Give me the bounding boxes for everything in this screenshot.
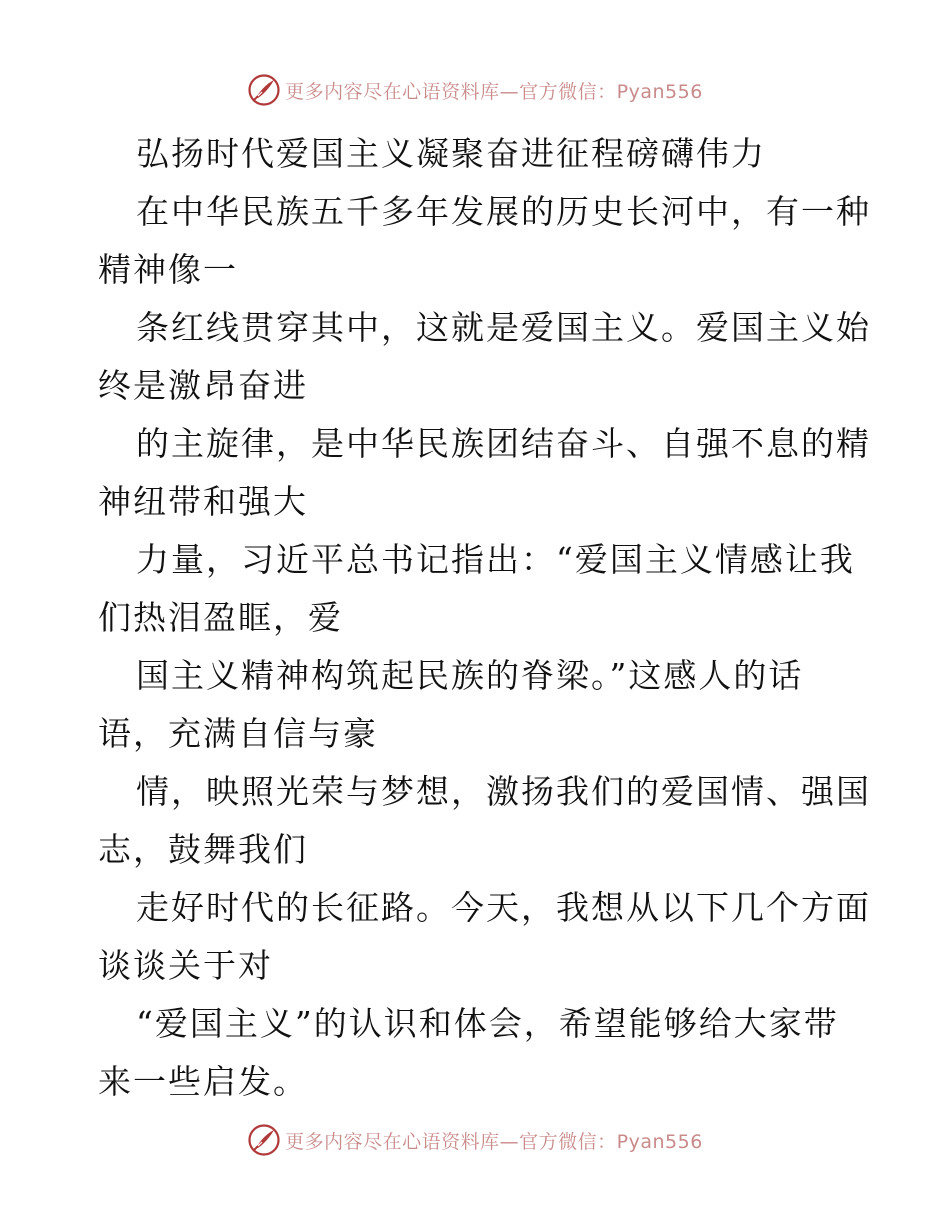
footer-banner-text: 更多内容尽在心语资料库—官方微信：Pyan556 [285, 1130, 703, 1153]
text-line: 神纽带和强大 [98, 482, 308, 521]
text-line: 们热泪盈眶，爱 [98, 598, 343, 637]
header-banner-text: 更多内容尽在心语资料库—官方微信：Pyan556 [285, 80, 703, 103]
text-line: 条红线贯穿其中，这就是爱国主义。爱国主义始 [136, 308, 871, 347]
text-line: 终是激昂奋进 [98, 366, 308, 405]
text-line: 的主旋律，是中华民族团结奋斗、自强不息的精 [136, 424, 871, 463]
text-line: 语，充满自信与豪 [98, 714, 378, 753]
text-line: 情，映照光荣与梦想，激扬我们的爱国情、强国 [136, 772, 871, 811]
text-line: 在中华民族五千多年发展的历史长河中，有一种 [136, 192, 871, 231]
text-line: “爱国主义”的认识和体会，希望能够给大家带 [136, 1004, 839, 1043]
text-line: 弘扬时代爱国主义凝聚奋进征程磅礴伟力 [136, 134, 766, 173]
footer-banner [0, 1120, 950, 1160]
text-line: 志，鼓舞我们 [98, 830, 308, 869]
text-line: 谈谈关于对 [98, 946, 273, 985]
header-banner [0, 70, 950, 110]
quill-logo-icon [247, 1123, 281, 1157]
text-line: 力量，习近平总书记指出：“爱国主义情感让我 [136, 540, 855, 579]
text-line: 走好时代的长征路。今天，我想从以下几个方面 [136, 888, 871, 927]
document-body [98, 125, 871, 1111]
text-line: 国主义精神构筑起民族的脊梁。”这感人的话 [136, 656, 804, 695]
quill-logo-icon [247, 73, 281, 107]
text-line: 精神像一 [98, 250, 238, 289]
text-line: 来一些启发。 [98, 1062, 308, 1101]
